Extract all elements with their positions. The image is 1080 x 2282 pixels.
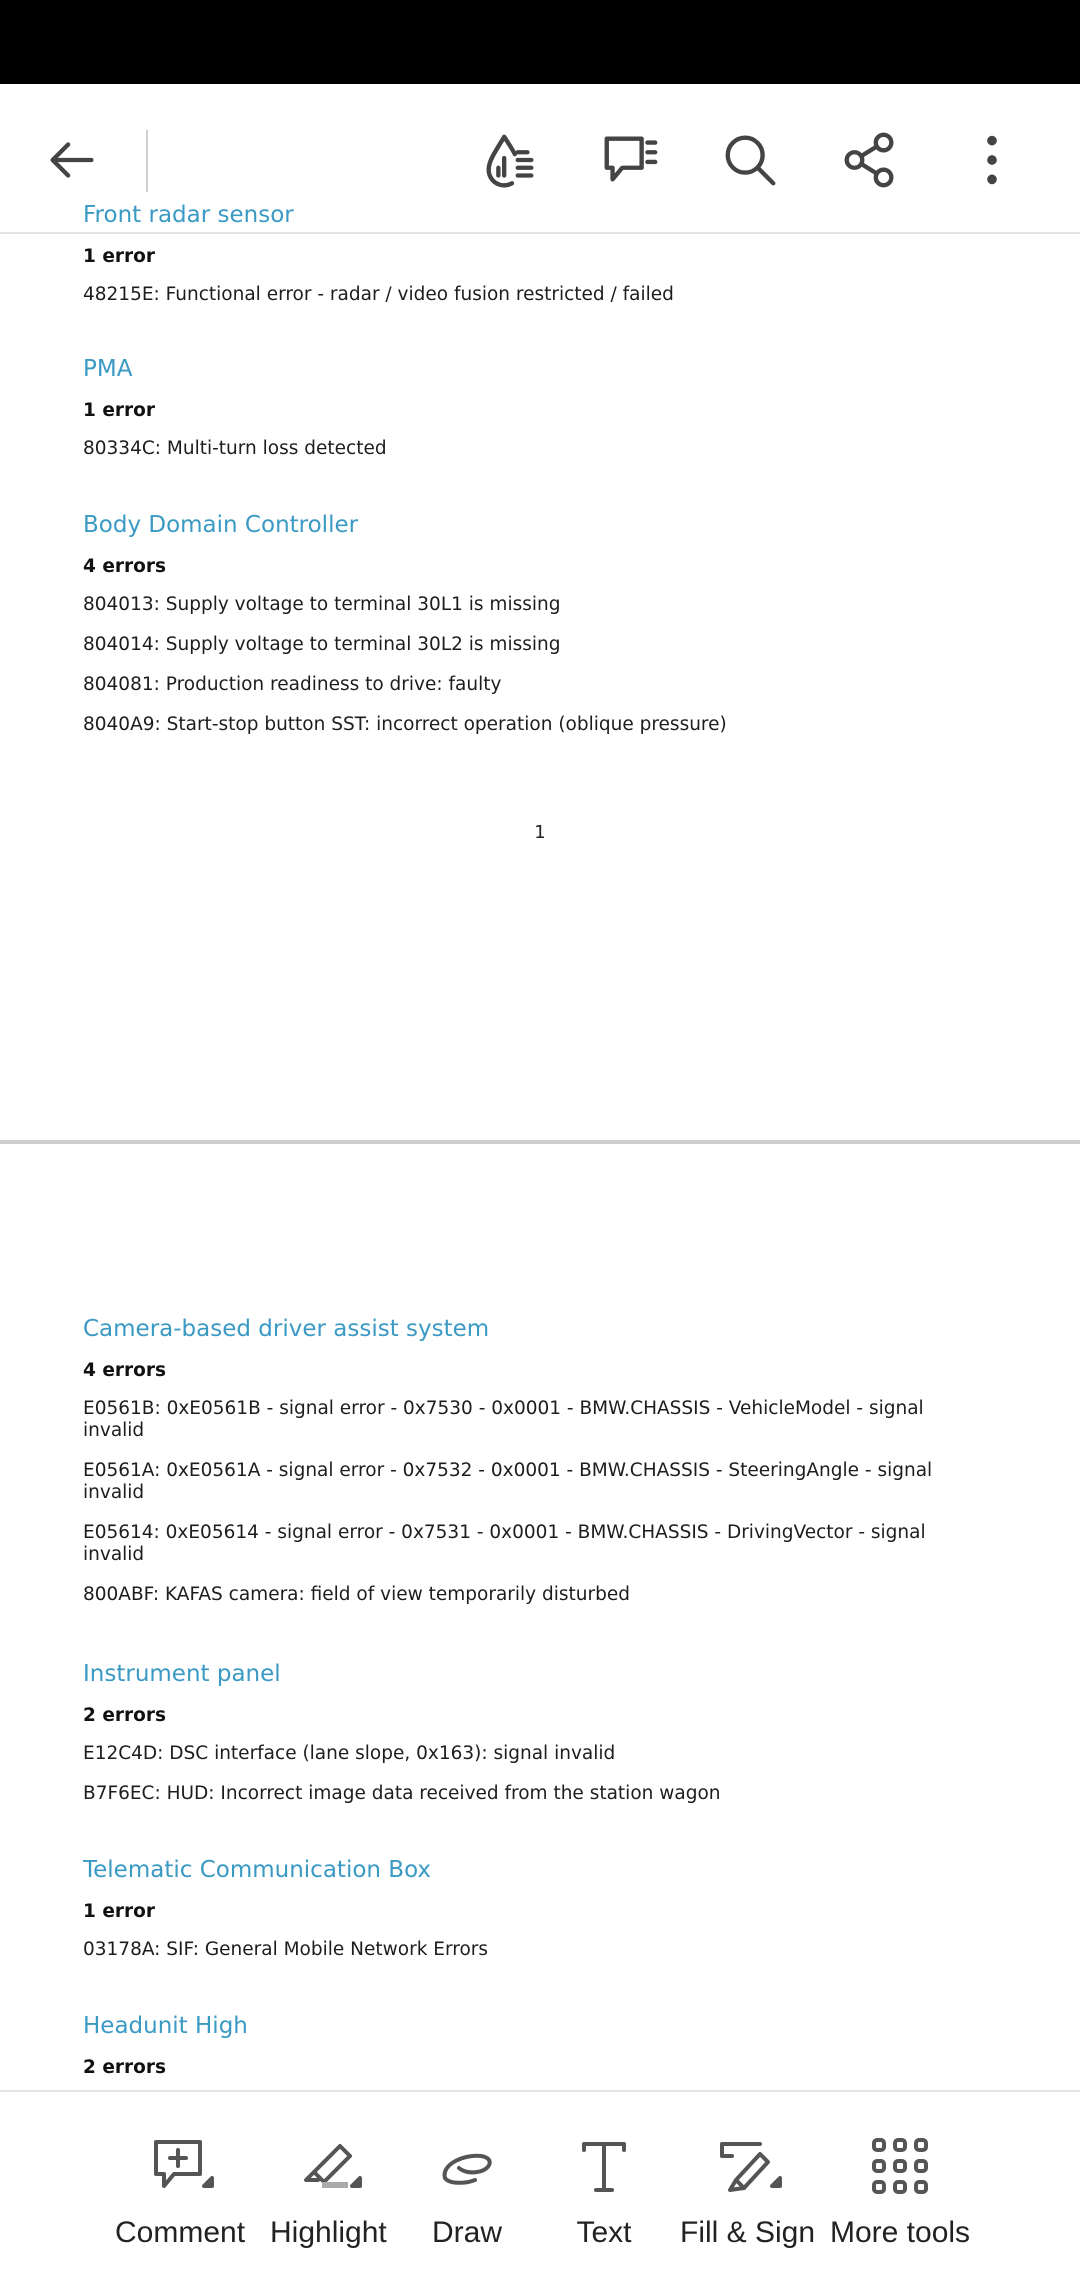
text-icon [572, 2134, 636, 2198]
comments-list-icon[interactable] [598, 128, 662, 192]
pdf-page-2 [0, 1144, 1080, 2144]
error-item: 804081: Production readiness to drive: faulty [83, 674, 502, 695]
error-item: E05614: 0xE05614 - signal error - 0x7531 - 0x0001 - BMW.CHASSIS - DrivingVector - signal invalid [83, 1522, 926, 1565]
more-options-icon[interactable] [960, 128, 1024, 192]
error-count: 2 errors [83, 2057, 166, 2078]
section-heading: PMA [83, 356, 133, 382]
error-count: 2 errors [83, 1705, 166, 1726]
section-instrument-panel [83, 1659, 963, 1823]
tool-label: Highlight [270, 2216, 387, 2249]
tool-label: Draw [432, 2216, 503, 2249]
section-camera-driver-assist [83, 1314, 963, 1624]
text-tool[interactable] [572, 2134, 636, 2250]
error-count: 4 errors [83, 556, 166, 577]
section-heading: Camera-based driver assist system [83, 1316, 490, 1342]
fill-sign-icon [716, 2134, 780, 2198]
draw-tool[interactable] [432, 2134, 502, 2250]
grid-icon [868, 2134, 932, 2198]
section-heading: Instrument panel [83, 1661, 281, 1687]
more-tools[interactable] [830, 2134, 970, 2250]
page-number: 1 [534, 822, 546, 843]
back-arrow-icon[interactable] [40, 128, 104, 192]
error-count: 1 error [83, 1901, 155, 1922]
toolbar-divider [146, 130, 148, 192]
status-bar [0, 0, 1080, 84]
error-count: 4 errors [83, 1360, 166, 1381]
error-item: E0561A: 0xE0561A - signal error - 0x7532 - 0x0001 - BMW.CHASSIS - SteeringAngle - signal invalid [83, 1460, 933, 1503]
fill-sign-tool[interactable] [680, 2134, 815, 2250]
section-body-domain-controller [83, 510, 963, 754]
error-item: 80334C: Multi-turn loss detected [83, 438, 387, 459]
section-heading: Body Domain Controller [83, 512, 359, 538]
comment-tool[interactable] [115, 2134, 245, 2250]
liquid-mode-icon[interactable] [478, 128, 542, 192]
section-heading: Headunit High [83, 2013, 248, 2039]
section-heading: Telematic Communication Box [83, 1857, 432, 1883]
share-icon[interactable] [838, 128, 902, 192]
error-count: 1 error [83, 400, 155, 421]
error-item: 804014: Supply voltage to terminal 30L2 is missing [83, 634, 561, 655]
search-icon[interactable] [718, 128, 782, 192]
error-item: 800ABF: KAFAS camera: field of view temporarily disturbed [83, 1584, 630, 1605]
error-item: E12C4D: DSC interface (lane slope, 0x163): signal invalid [83, 1743, 616, 1764]
error-item: 8040A9: Start-stop button SST: incorrect operation (oblique pressure) [83, 714, 727, 735]
pdf-page-1 [0, 194, 1080, 1142]
tool-label: Fill & Sign [680, 2216, 816, 2249]
pdf-document-view[interactable] [0, 202, 1080, 2090]
error-item: B7F6EC: HUD: Incorrect image data received from the station wagon [83, 1783, 721, 1804]
section-front-radar [83, 200, 963, 324]
error-item: E0561B: 0xE0561B - signal error - 0x7530 - 0x0001 - BMW.CHASSIS - VehicleModel - signal invalid [83, 1398, 924, 1441]
highlighter-icon [296, 2134, 360, 2198]
section-pma [83, 354, 963, 478]
highlight-tool[interactable] [270, 2134, 387, 2250]
bottom-toolbar [0, 2090, 1080, 2282]
comment-add-icon [148, 2134, 212, 2198]
error-count: 1 error [83, 246, 155, 267]
section-telematic-communication-box [83, 1855, 963, 1979]
error-item: 03178A: SIF: General Mobile Network Errors [83, 1939, 489, 1960]
tool-label: Comment [115, 2216, 246, 2249]
error-item: 804013: Supply voltage to terminal 30L1 is missing [83, 594, 561, 615]
tool-label: Text [576, 2216, 632, 2249]
tool-label: More tools [830, 2216, 971, 2249]
error-item: 48215E: Functional error - radar / video fusion restricted / failed [83, 284, 674, 305]
draw-icon [435, 2134, 499, 2198]
section-heading: Front radar sensor [83, 202, 294, 228]
